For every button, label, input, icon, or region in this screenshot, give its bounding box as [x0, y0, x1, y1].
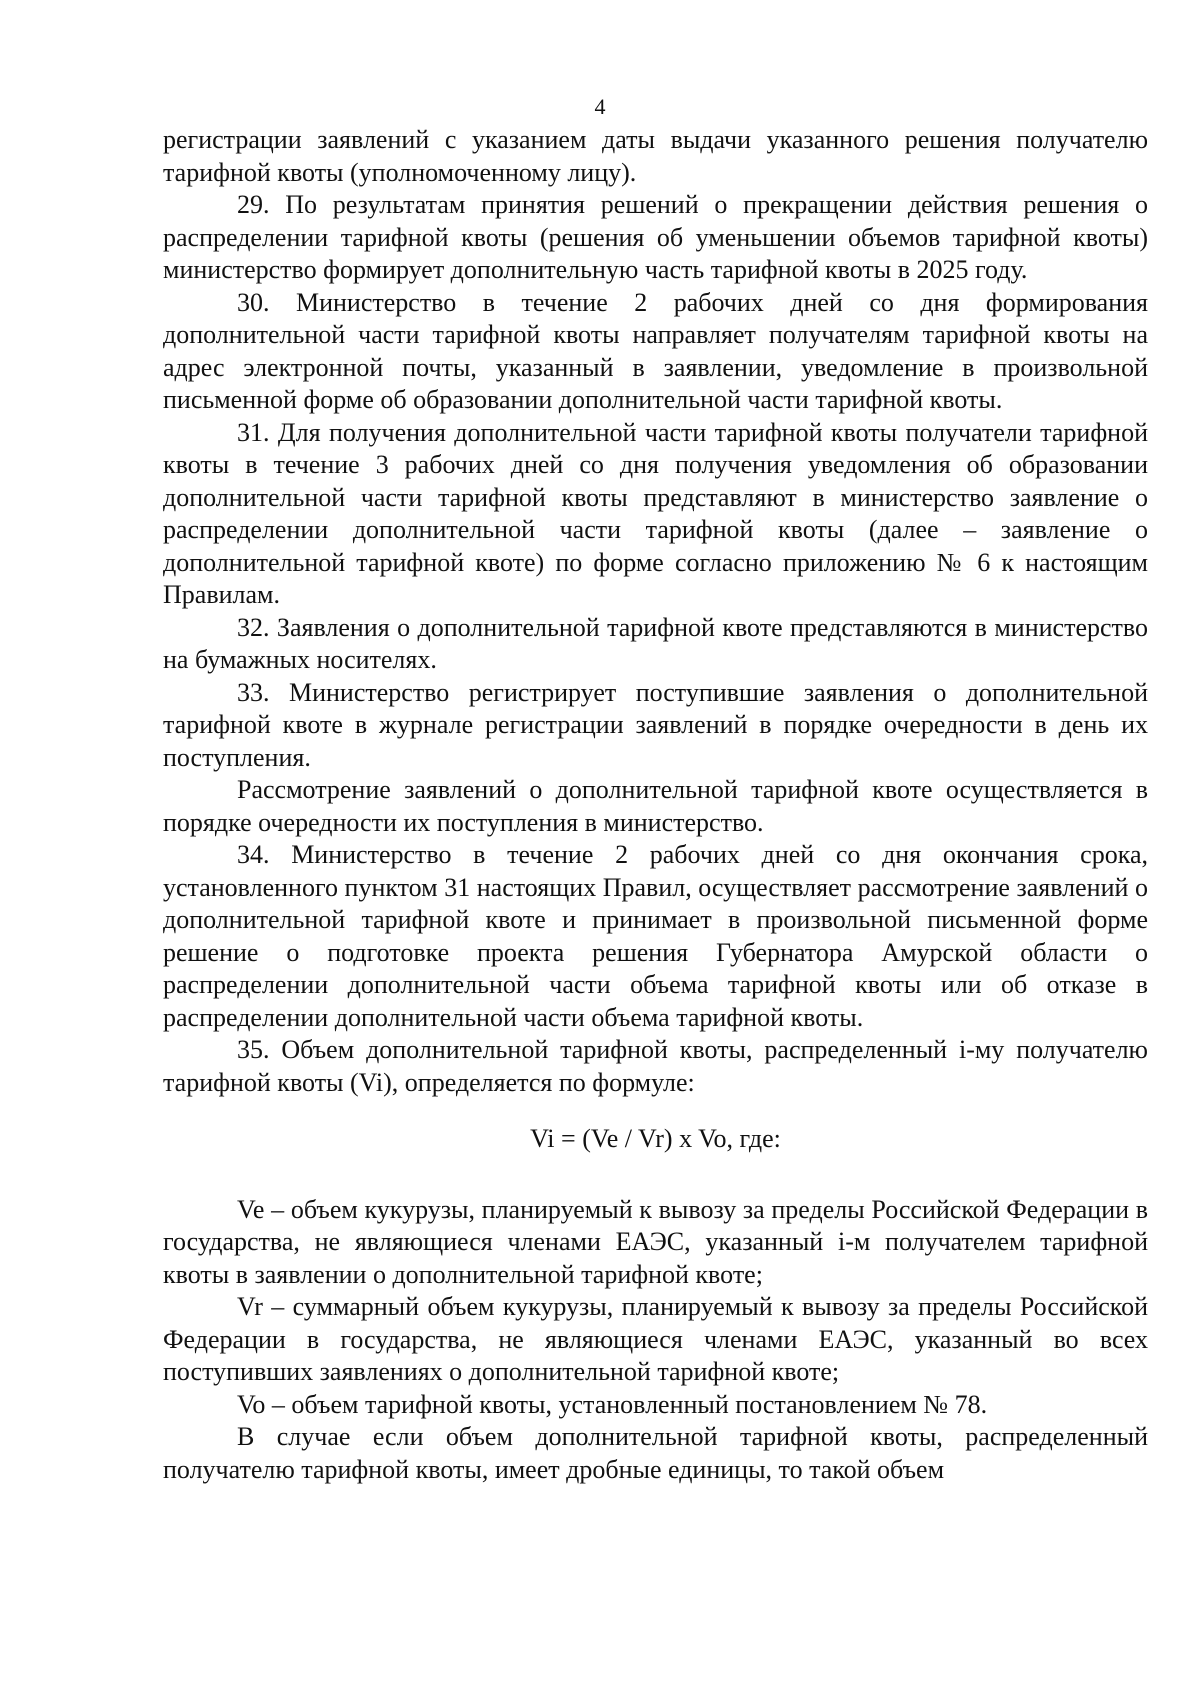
paragraph-34: 34. Министерство в течение 2 рабочих дней со дня окончания срока, установленного пунктом 31 настоящих Правил, осуществляет рассмотрение заявлений о дополнительной тарифной квоте и принимает в произвольной письменной форме решение о подготовке проекта решения Губернатора Амурской области о распределении дополнительной части объема тарифной квоты или об отказе в распределении дополнительной части объема тарифной квоты.	[163, 840, 1148, 1032]
paragraph-fractional-units: В случае если объем дополнительной тарифной квоты, распределенный получателю тарифной квоты, имеет дробные единицы, то такой объем	[163, 1422, 1148, 1484]
paragraph-32: 32. Заявления о дополнительной тарифной квоте представляются в министерство на бумажных носителях.	[163, 612, 1148, 674]
paragraph-30: 30. Министерство в течение 2 рабочих дней со дня формирования дополнительной части тарифной квоты направляет получателям тарифной квоты на адрес электронной почты, указанный в заявлении, уведомление в произвольной письменной форме об образовании дополнительной части тарифной квоты.	[163, 287, 1148, 414]
paragraph-29: 29. По результатам принятия решений о прекращении действия решения о распределении тарифной квоты (решения об уменьшении объемов тарифной квоты) министерство формирует дополнительную часть тарифной квоты в 2025 году.	[163, 190, 1148, 284]
document-body	[163, 124, 1148, 1486]
paragraph-continuation: регистрации заявлений с указанием даты выдачи указанного решения получателю тарифной квоты (уполномоченному лицу).	[163, 125, 1148, 187]
formula: Vi = (Ve / Vr) x Vo, где:	[530, 1124, 781, 1153]
page-number: 4	[594, 94, 606, 119]
paragraph-33: 33. Министерство регистрирует поступившие заявления о дополнительной тарифной квоте в журнале регистрации заявлений в порядке очередности в день их поступления.	[163, 677, 1148, 772]
definition-vo: Vo – объем тарифной квоты, установленный постановлением № 78.	[237, 1389, 988, 1419]
paragraph-35: 35. Объем дополнительной тарифной квоты, распределенный i-му получателю тарифной квоты (Vi), определяется по формуле:	[163, 1035, 1148, 1097]
definition-ve: Ve – объем кукурузы, планируемый к вывозу за пределы Российской Федерации в государства, не являющиеся членами ЕАЭС, указанный i-м получателем тарифной квоты в заявлении о дополнительной тарифной квоте;	[163, 1194, 1148, 1289]
definition-vr: Vr – суммарный объем кукурузы, планируемый к вывозу за пределы Российской Федерации в государства, не являющиеся членами ЕАЭС, указанный во всех поступивших заявлениях о дополнительной тарифной квоте;	[163, 1292, 1148, 1386]
paragraph-33-review: Рассмотрение заявлений о дополнительной тарифной квоте осуществляется в порядке очередности их поступления в министерство.	[163, 775, 1148, 837]
paragraph-31: 31. Для получения дополнительной части тарифной квоты получатели тарифной квоты в течение 3 рабочих дней со дня получения уведомления об образовании дополнительной части тарифной квоты представляют в министерство заявление о распределении дополнительной части тарифной квоты (далее – заявление о дополнительной тарифной квоте) по форме согласно приложению № 6 к настоящим Правилам.	[163, 417, 1148, 609]
